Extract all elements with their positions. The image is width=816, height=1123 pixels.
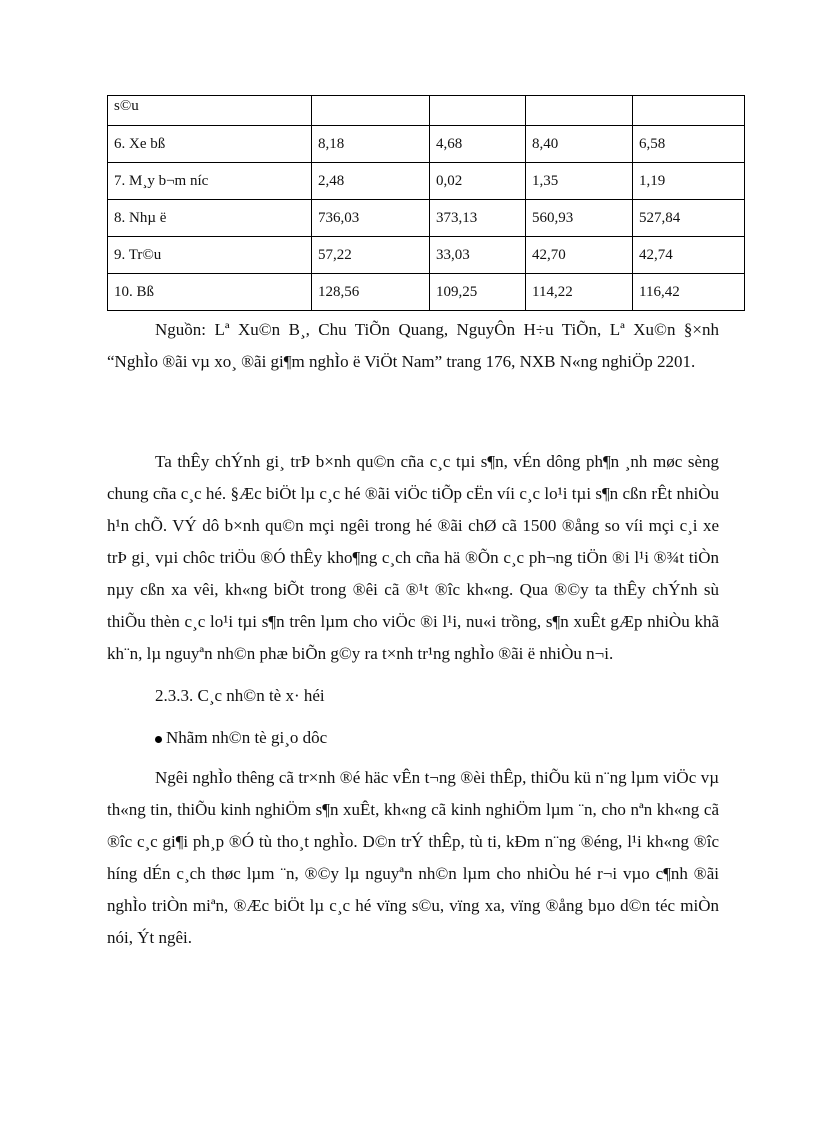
table-row-label: 6. Xe bß	[108, 126, 312, 163]
bullet-item	[107, 722, 719, 754]
table-row-label: 10. Bß	[108, 274, 312, 311]
table-cell: 8,18	[312, 126, 430, 163]
table-cell: 6,58	[633, 126, 745, 163]
table-row	[108, 126, 745, 163]
table-cell: 1,35	[526, 163, 633, 200]
table-row	[108, 237, 745, 274]
table-cell: 0,02	[430, 163, 526, 200]
table-cell: 4,68	[430, 126, 526, 163]
table-cell: 33,03	[430, 237, 526, 274]
table-cell: 2,48	[312, 163, 430, 200]
table-cell: 373,13	[430, 200, 526, 237]
table-cell	[312, 96, 430, 126]
section-heading	[107, 680, 719, 712]
paragraph-2-text: Ngêi nghÌo thêng cã tr×nh ®é häc vÊn t¬ng ®èi thÊp, thiÕu kü n¨ng lµm viÖc vµ th«ng tin, thiÕu kinh nghiÖm s¶n xuÊt, kh«ng cã kinh nghiÖm lµm ¨n, cho nªn kh«ng cã ®îc c¸c gi¶i ph¸p ®Ó tù tho¸t nghÌo. D©n trÝ thÊp, tù ti, kÐm n¨ng ®éng, l¹i kh«ng ®îc híng dÉn c¸ch thøc lµm ¨n, ®©y lµ nguyªn nh©n lµm cho nhiÒu hé r¬i vµo c¶nh ®ãi nghÌo triÒn miªn, ®Æc biÖt lµ c¸c hé vïng s©u, vïng xa, vïng ®ång bµo d©n téc miÒn nói, Ýt ngêi.	[107, 768, 719, 947]
table-cell: 128,56	[312, 274, 430, 311]
table-cell: 114,22	[526, 274, 633, 311]
table-cell: 116,42	[633, 274, 745, 311]
paragraph-1-text: Ta thÊy chÝnh gi¸ trÞ b×nh qu©n cña c¸c tµi s¶n, vÉn dông ph¶n ¸nh møc sèng chung cña c¸c hé. §Æc biÖt lµ c¸c hé ®ãi viÖc tiÕp cËn víi c¸c lo¹i tµi s¶n cßn rÊt nhiÒu h¹n chÕ. VÝ dô b×nh qu©n mçi ngêi trong hé ®ãi chØ cã 1500 ®ång so víi mçi c¸i xe trÞ gi¸ vµi chôc triÖu ®Ó thÊy kho¶ng c¸ch cña hä ®Õn c¸c ph¬ng tiÖn ®i l¹i ®¾t tiÒn nµy cßn xa vêi, kh«ng biÕt trong ®êi cã ®¹t ®îc kh«ng. Qua ®©y ta thÊy chÝnh sù thiÕu thèn c¸c lo¹i tµi s¶n trên lµm cho viÖc ®i l¹i, nu«i trồng, s¶n xuÊt gÆp nhiÒu khã kh¨n, lµ nguyªn nh©n phæ biÕn g©y ra t×nh tr¹ng nghÌo ®ãi ë nhiÒu n¬i.	[107, 452, 719, 663]
table-cell: 42,70	[526, 237, 633, 274]
table-cell: 736,03	[312, 200, 430, 237]
table-cell: 57,22	[312, 237, 430, 274]
table-row	[108, 96, 745, 126]
table-row-label: 8. Nhµ ë	[108, 200, 312, 237]
table-row-label: 9. Tr©u	[108, 237, 312, 274]
bullet-item-text: Nhãm nh©n tè gi¸o dôc	[166, 728, 328, 747]
table-cell: 560,93	[526, 200, 633, 237]
table-cell	[526, 96, 633, 126]
table-cell: 8,40	[526, 126, 633, 163]
table-cell	[633, 96, 745, 126]
source-note-text: Nguồn: Lª Xu©n B¸, Chu TiÕn Quang, NguyÔn H÷u TiÕn, Lª Xu©n §×nh “NghÌo ®ãi vµ xo¸ ®ãi gi¶m nghÌo ë ViÖt Nam” trang 176, NXB N«ng nghiÖp 2201.	[107, 320, 719, 371]
bullet-dot-icon	[155, 736, 162, 743]
table-cell	[430, 96, 526, 126]
table-cell: 1,19	[633, 163, 745, 200]
table-row	[108, 200, 745, 237]
source-note	[107, 314, 719, 378]
paragraph-education	[107, 762, 719, 954]
paragraph-asset-analysis	[107, 446, 719, 670]
section-heading-text: 2.3.3. C¸c nh©n tè x· héi	[155, 686, 325, 705]
table-row-label: s©u	[108, 96, 312, 126]
table-row	[108, 274, 745, 311]
table-row	[108, 163, 745, 200]
table-cell: 527,84	[633, 200, 745, 237]
table-cell: 109,25	[430, 274, 526, 311]
table-row-label: 7. M¸y b¬m níc	[108, 163, 312, 200]
asset-value-table	[107, 95, 745, 311]
table-cell: 42,74	[633, 237, 745, 274]
